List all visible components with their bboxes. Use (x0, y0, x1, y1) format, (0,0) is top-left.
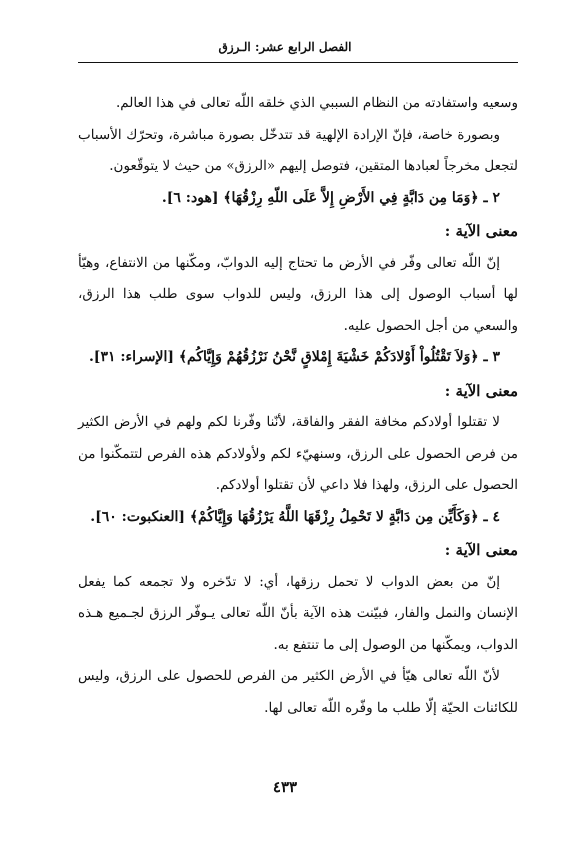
quran-verse-4: ٤ ـ ﴿وَكَأَيِّن مِن دَابَّةٍ لا تَحْمِلُ رِزْقَهَا اللَّهُ يَرْزُقُهَا وَإِيَّاكُمْ﴾ [العنكبوت: ٦٠]. (90, 508, 500, 525)
verse-meaning-heading-4: معنى الآية : (444, 541, 518, 559)
paragraph-5: إنّ من بعض الدواب لا تحمل رزقها، أي: لا تدّخره ولا تجمعه كما يفعل الإنسان والنمل والفار، فبيّنت هذه الآية بأنّ اللّه تعالى يـوفّر الرزق لجـميع هـذه الدواب، ويمكّنها من الوصول إلى ما تنتفع به. (78, 573, 518, 653)
paragraph-3: إنّ اللّه تعالى وفّر في الأرض ما تحتاج إليه الدوابّ، ومكّنها من الانتفاع، وهيّأ لها أسباب الوصول إلى هذا الرزق، وليس للدواب سوى طلب هذا الرزق، والسعي من أجل الحصول عليه. (78, 254, 518, 334)
chapter-header-title: الفصل الرابع عشر: الـرزق (218, 40, 352, 54)
paragraph-6: لأنّ اللّه تعالى هيّأ في الأرض الكثير من الفرص للحصول على الرزق، وليس للكائنات الحيّة إلّا طلب ما وفّره اللّه تعالى لها. (78, 668, 518, 716)
paragraph-4: لا تقتلوا أولادكم مخافة الفقر والفاقة، لأنّنا وفّرنا لكم ولهم في الأرض الكثير من فرص الحصول على الرزق، وسنهيّء لكم ولأولادكم هذه الفرص لتتمكّنوا من الحصول على الرزق، ولهذا فلا داعي لأن تقتلوا أولادكم. (78, 414, 518, 493)
quran-verse-2: ٢ ـ ﴿وَمَا مِن دَابَّةٍ فِي الأَرْضِ إِلاَّ عَلَى اللّهِ رِزْقُهَا﴾ [هود: ٦]. (161, 189, 500, 206)
page-body (78, 88, 518, 724)
paragraph-1: وسعيه واستفادته من النظام السببي الذي خلقه اللّه تعالى في هذا العالم. (115, 95, 518, 111)
verse-meaning-heading-2: معنى الآية : (444, 222, 518, 240)
paragraph-2: وبصورة خاصة، فإنّ الإرادة الإلهية قد تتدخّل بصورة مباشرة، وتحرّك الأسباب لتجعل مخرجاً لعبادها المتقين، فتوصل إليهم «الرزق» من حيث لا يتوقّعون. (78, 126, 518, 174)
header-divider (78, 62, 518, 63)
quran-verse-3: ٣ ـ ﴿وَلاَ تَقْتُلُواْ أَوْلادَكُمْ خَشْيَةَ إِمْلاقٍ نَّحْنُ نَرْزُقُهُمْ وَإِيَّاكُم﴾ [الإسراء: ٣١]. (88, 349, 500, 365)
verse-meaning-heading-3: معنى الآية : (444, 381, 518, 400)
page-number: ٤٣٣ (272, 778, 298, 796)
